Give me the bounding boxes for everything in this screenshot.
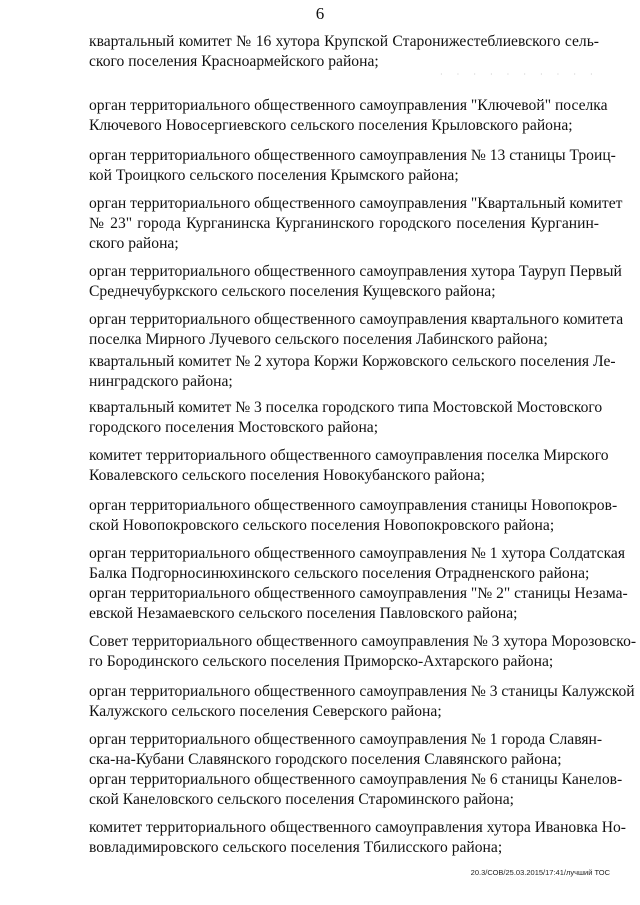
paragraph-line: орган территориального общественного самоуправления "Квартальный комитет	[89, 195, 623, 212]
list-item	[89, 310, 624, 350]
paragraph-line: орган территориального общественного самоуправления "№ 2" станицы Незама-	[89, 585, 628, 602]
paragraph-line: орган территориального общественного самоуправления "Ключевой" поселка	[89, 97, 608, 114]
paragraph-line: комитет территориального общественного самоуправления хутора Ивановка Но-	[89, 819, 626, 836]
paragraph-line: орган территориального общественного самоуправления хутора Тауруп Первый	[89, 263, 622, 280]
list-item	[89, 730, 603, 770]
paragraph-line: ской Канеловского сельского поселения Староминского района;	[89, 791, 514, 808]
page-number: 6	[315, 4, 325, 23]
paragraph-line: № 23" города Курганинска Курганинского городского поселения Курганин-	[89, 215, 599, 232]
paragraph-line: орган территориального общественного самоуправления № 1 хутора Солдатская	[89, 545, 626, 562]
paragraph-line: Балка Подгорносинюхинского сельского поселения Отрадненского района;	[89, 565, 590, 582]
paragraph-line: Калужского сельского поселения Северского района;	[89, 703, 442, 720]
list-item	[89, 32, 599, 72]
paragraph-line: ска-на-Кубани Славянского городского поселения Славянского района;	[89, 751, 562, 768]
paragraph-line: городского поселения Мостовского района;	[89, 419, 379, 436]
list-item	[89, 770, 623, 810]
paragraph-line: Ковалевского сельского поселения Новокубанского района;	[89, 467, 485, 484]
list-item	[89, 352, 616, 392]
paragraph-line: вовладимировского сельского поселения Тбилисского района;	[89, 839, 503, 856]
paragraph-line: комитет территориального общественного самоуправления поселка Мирского	[89, 447, 609, 464]
list-item	[89, 398, 603, 438]
paragraph-line: го Бородинского сельского поселения Приморско-Ахтарского района;	[89, 653, 554, 670]
paragraph-line: орган территориального общественного самоуправления № 13 станицы Троиц-	[89, 147, 616, 164]
list-item	[89, 262, 622, 302]
list-item	[89, 818, 626, 858]
list-item	[89, 146, 616, 186]
footer-document-code: 20.3/СОВ/25.03.2015/17:41/лучший ТОС	[470, 868, 610, 877]
paragraph-line: орган территориального общественного самоуправления № 3 станицы Калужской	[89, 683, 635, 700]
paragraph-line: кой Троицкого сельского поселения Крымского района;	[89, 167, 459, 184]
paragraph-line: Совет территориального общественного самоуправления № 3 хутора Морозовско-	[89, 633, 637, 650]
list-item	[89, 194, 623, 254]
paragraph-line: орган территориального общественного самоуправления № 1 города Славян-	[89, 731, 603, 748]
scan-artifact: · · · · · · · · · ·	[440, 70, 599, 79]
paragraph-line: орган территориального общественного самоуправления № 6 станицы Канелов-	[89, 771, 623, 788]
paragraph-line: нинградского района;	[89, 373, 233, 390]
paragraph-line: ской Новопокровского сельского поселения Новопокровского района;	[89, 517, 555, 534]
paragraph-line: Среднечубуркского сельского поселения Кущевского района;	[89, 283, 496, 300]
list-item	[89, 446, 609, 486]
paragraph-line: квартальный комитет № 16 хутора Крупской Старонижестеблиевского сель-	[89, 33, 599, 50]
paragraph-line: Ключевого Новосергиевского сельского поселения Крыловского района;	[89, 117, 573, 134]
list-item	[89, 682, 635, 722]
paragraph-line: ского поселения Красноармейского района;	[89, 53, 379, 70]
paragraph-line: евской Незамаевского сельского поселения Павловского района;	[89, 605, 518, 622]
paragraph-line: квартальный комитет № 2 хутора Коржи Коржовского сельского поселения Ле-	[89, 353, 616, 370]
list-item	[89, 496, 618, 536]
list-item	[89, 632, 637, 672]
paragraph-line: поселка Мирного Лучевого сельского поселения Лабинского района;	[89, 331, 548, 348]
list-item	[89, 96, 608, 136]
list-item	[89, 544, 626, 584]
list-item	[89, 584, 628, 624]
paragraph-line: орган территориального общественного самоуправления станицы Новопокров-	[89, 497, 618, 514]
paragraph-line: ского района;	[89, 235, 179, 252]
paragraph-line: орган территориального общественного самоуправления квартального комитета	[89, 311, 624, 328]
paragraph-line: квартальный комитет № 3 поселка городского типа Мостовской Мостовского	[89, 399, 603, 416]
